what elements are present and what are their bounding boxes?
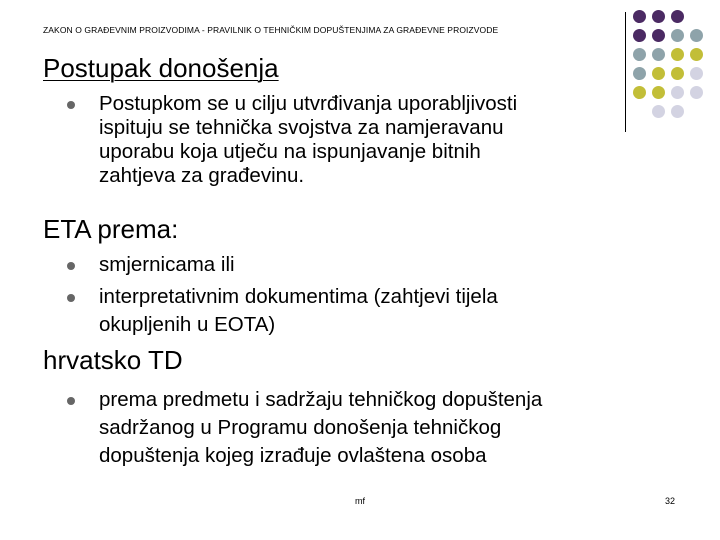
bullet-icon: [67, 294, 75, 302]
decorative-dot: [633, 29, 646, 42]
decorative-dot: [671, 67, 684, 80]
decorative-dot: [652, 29, 665, 42]
decorative-dot: [690, 29, 703, 42]
bullet-text-line: uporabu koja utječu na ispunjavanje bitnih: [99, 140, 481, 163]
decorative-dot: [633, 10, 646, 23]
decorative-dot: [671, 48, 684, 61]
bullet-icon: [67, 101, 75, 109]
bullet-text-line: prema predmetu i sadržaju tehničkog dopuštenja: [99, 388, 543, 411]
decorative-dot: [671, 29, 684, 42]
decorative-dot: [652, 86, 665, 99]
footer-author: mf: [355, 496, 365, 506]
decorative-dot: [633, 48, 646, 61]
bullet-icon: [67, 397, 75, 405]
section-heading-eta: ETA prema:: [43, 214, 179, 244]
decorative-dot: [633, 86, 646, 99]
decorative-dot: [671, 86, 684, 99]
decorative-dot: [652, 105, 665, 118]
decorative-dot: [671, 10, 684, 23]
section-heading-postupak: Postupak donošenja: [43, 53, 279, 83]
bullet-icon: [67, 262, 75, 270]
decorative-dot: [690, 86, 703, 99]
vertical-divider: [625, 12, 626, 132]
bullet-text-line: Postupkom se u cilju utvrđivanja uporabljivosti: [99, 92, 518, 115]
bullet-text-line: zahtjeva za građevinu.: [99, 164, 305, 187]
decorative-dot: [652, 10, 665, 23]
bullet-text-line: okupljenih u EOTA): [99, 313, 276, 336]
bullet-text-line: ispituju se tehnička svojstva za namjeravanu: [99, 116, 504, 139]
decorative-dot: [652, 67, 665, 80]
bullet-text-line: smjernicama ili: [99, 253, 235, 276]
section-heading-hrvatsko-td: hrvatsko TD: [43, 345, 183, 375]
decorative-dot: [671, 105, 684, 118]
decorative-dot: [633, 67, 646, 80]
decorative-dot: [652, 48, 665, 61]
bullet-text-line: dopuštenja kojeg izrađuje ovlaštena osoba: [99, 444, 487, 467]
decorative-dot: [690, 67, 703, 80]
bullet-text-line: interpretativnim dokumentima (zahtjevi tijela: [99, 285, 498, 308]
bullet-text-line: sadržanog u Programu donošenja tehničkog: [99, 416, 502, 439]
decorative-dot: [690, 48, 703, 61]
page-number: 32: [665, 496, 676, 506]
slide-header-title: ZAKON O GRAĐEVNIM PROIZVODIMA - PRAVILNIK O TEHNIČKIM DOPUŠTENJIMA ZA GRAĐEVNE PROIZVODE: [43, 25, 499, 35]
